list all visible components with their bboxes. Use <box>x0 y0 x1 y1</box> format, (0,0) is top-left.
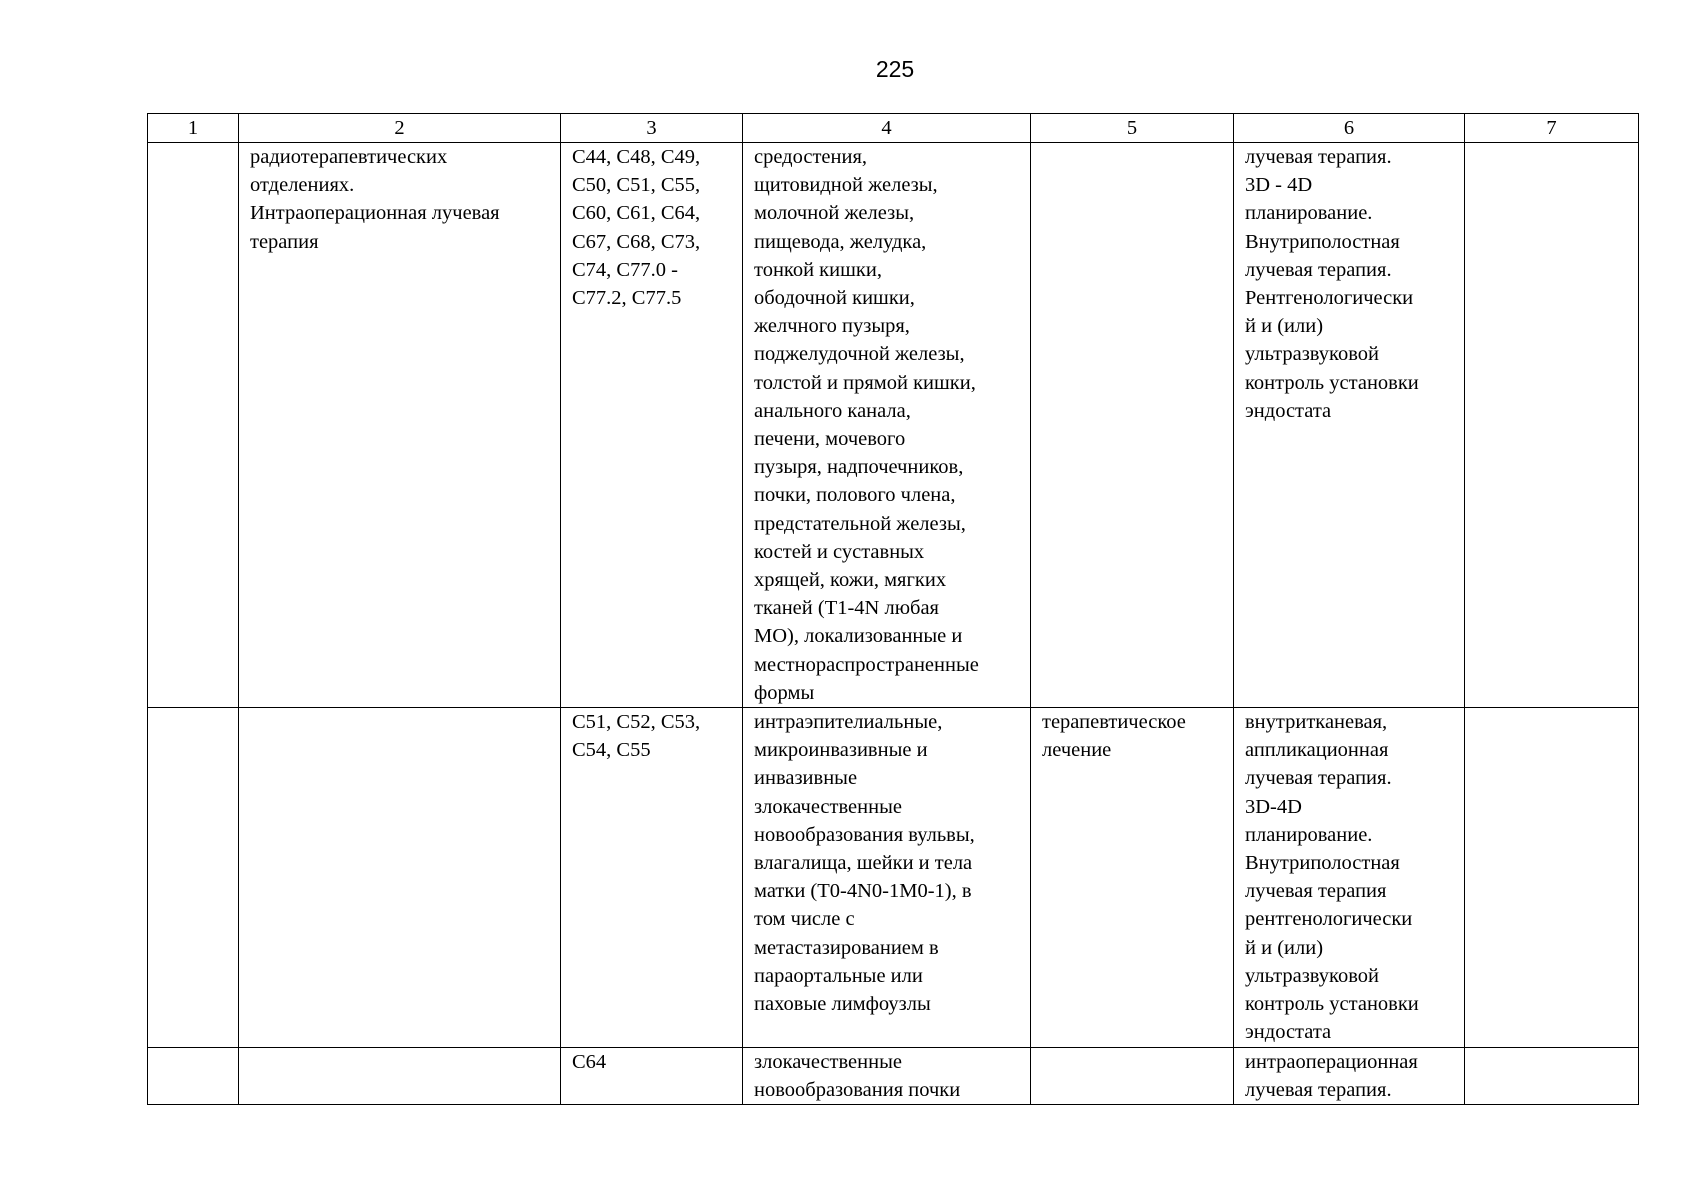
cell-text: интраэпителиальные, микроинвазивные и инвазивные злокачественные новообразования вульвы, влагалища, шейки и тела матки (T0-4N0-1M0-1), в том числе с метастазированием в параортальные или паховые лимфоузлы <box>754 711 975 1016</box>
cell-text: лучевая терапия. 3D - 4D планирование. Внутриполостная лучевая терапия. Рентгенологически й и (или) ультразвуковой контроль установки эндостата <box>1245 146 1419 422</box>
table-cell <box>561 708 743 1047</box>
cell-text: интраоперационная лучевая терапия. <box>1245 1050 1418 1101</box>
column-header: 3 <box>561 114 743 143</box>
table-cell <box>561 1047 743 1104</box>
table-cell <box>1234 143 1465 708</box>
table-cell <box>1465 1047 1639 1104</box>
cell-text: C64 <box>572 1050 607 1073</box>
table-cell <box>148 1047 239 1104</box>
page-number: 225 <box>875 56 915 82</box>
table-row <box>148 708 1639 1047</box>
cell-text: C44, C48, C49, C50, C51, C55, C60, C61, C64, C67, C68, C73, C74, C77.0 - C77.2, C77.5 <box>572 146 701 310</box>
table-row <box>148 1047 1639 1104</box>
table-cell <box>239 708 561 1047</box>
table-cell <box>1031 143 1234 708</box>
header-row <box>148 114 1639 143</box>
table-cell <box>148 143 239 708</box>
table-cell <box>743 143 1031 708</box>
table-cell <box>239 1047 561 1104</box>
column-header: 7 <box>1465 114 1639 143</box>
cell-text: терапевтическое лечение <box>1042 711 1186 762</box>
column-header: 2 <box>239 114 561 143</box>
table-cell <box>743 1047 1031 1104</box>
table-cell <box>239 143 561 708</box>
cell-text: злокачественные новообразования почки <box>754 1050 961 1101</box>
column-header: 6 <box>1234 114 1465 143</box>
table-cell <box>743 708 1031 1047</box>
table-cell <box>1031 708 1234 1047</box>
table-cell <box>561 143 743 708</box>
cell-text: средостения, щитовидной железы, молочной железы, пищевода, желудка, тонкой кишки, ободочной кишки, желчного пузыря, поджелудочной железы, толстой и прямой кишки, анального канала, печени, мочевого пузыря, надпочечников, почки, полового члена, предстательной железы, костей и суставных хрящей, кожи, мягких тканей (T1-4N любая MO), локализованные и местнораспространенные формы <box>754 146 979 704</box>
cell-text: радиотерапевтических отделениях. Интраоперационная лучевая терапия <box>250 146 500 253</box>
cell-text: внутритканевая, аппликационная лучевая терапия. 3D-4D планирование. Внутриполостная лучевая терапия рентгенологически й и (или) ультразвуковой контроль установки эндостата <box>1245 711 1419 1044</box>
cell-text: C51, C52, C53, C54, C55 <box>572 711 701 762</box>
table-cell <box>1031 1047 1234 1104</box>
table-cell <box>1465 708 1639 1047</box>
column-header: 4 <box>743 114 1031 143</box>
column-header: 5 <box>1031 114 1234 143</box>
table-cell <box>1234 708 1465 1047</box>
data-table <box>147 113 1639 1105</box>
table-cell <box>1234 1047 1465 1104</box>
table-cell <box>148 708 239 1047</box>
table-row <box>148 143 1639 708</box>
table-cell <box>1465 143 1639 708</box>
column-header: 1 <box>148 114 239 143</box>
